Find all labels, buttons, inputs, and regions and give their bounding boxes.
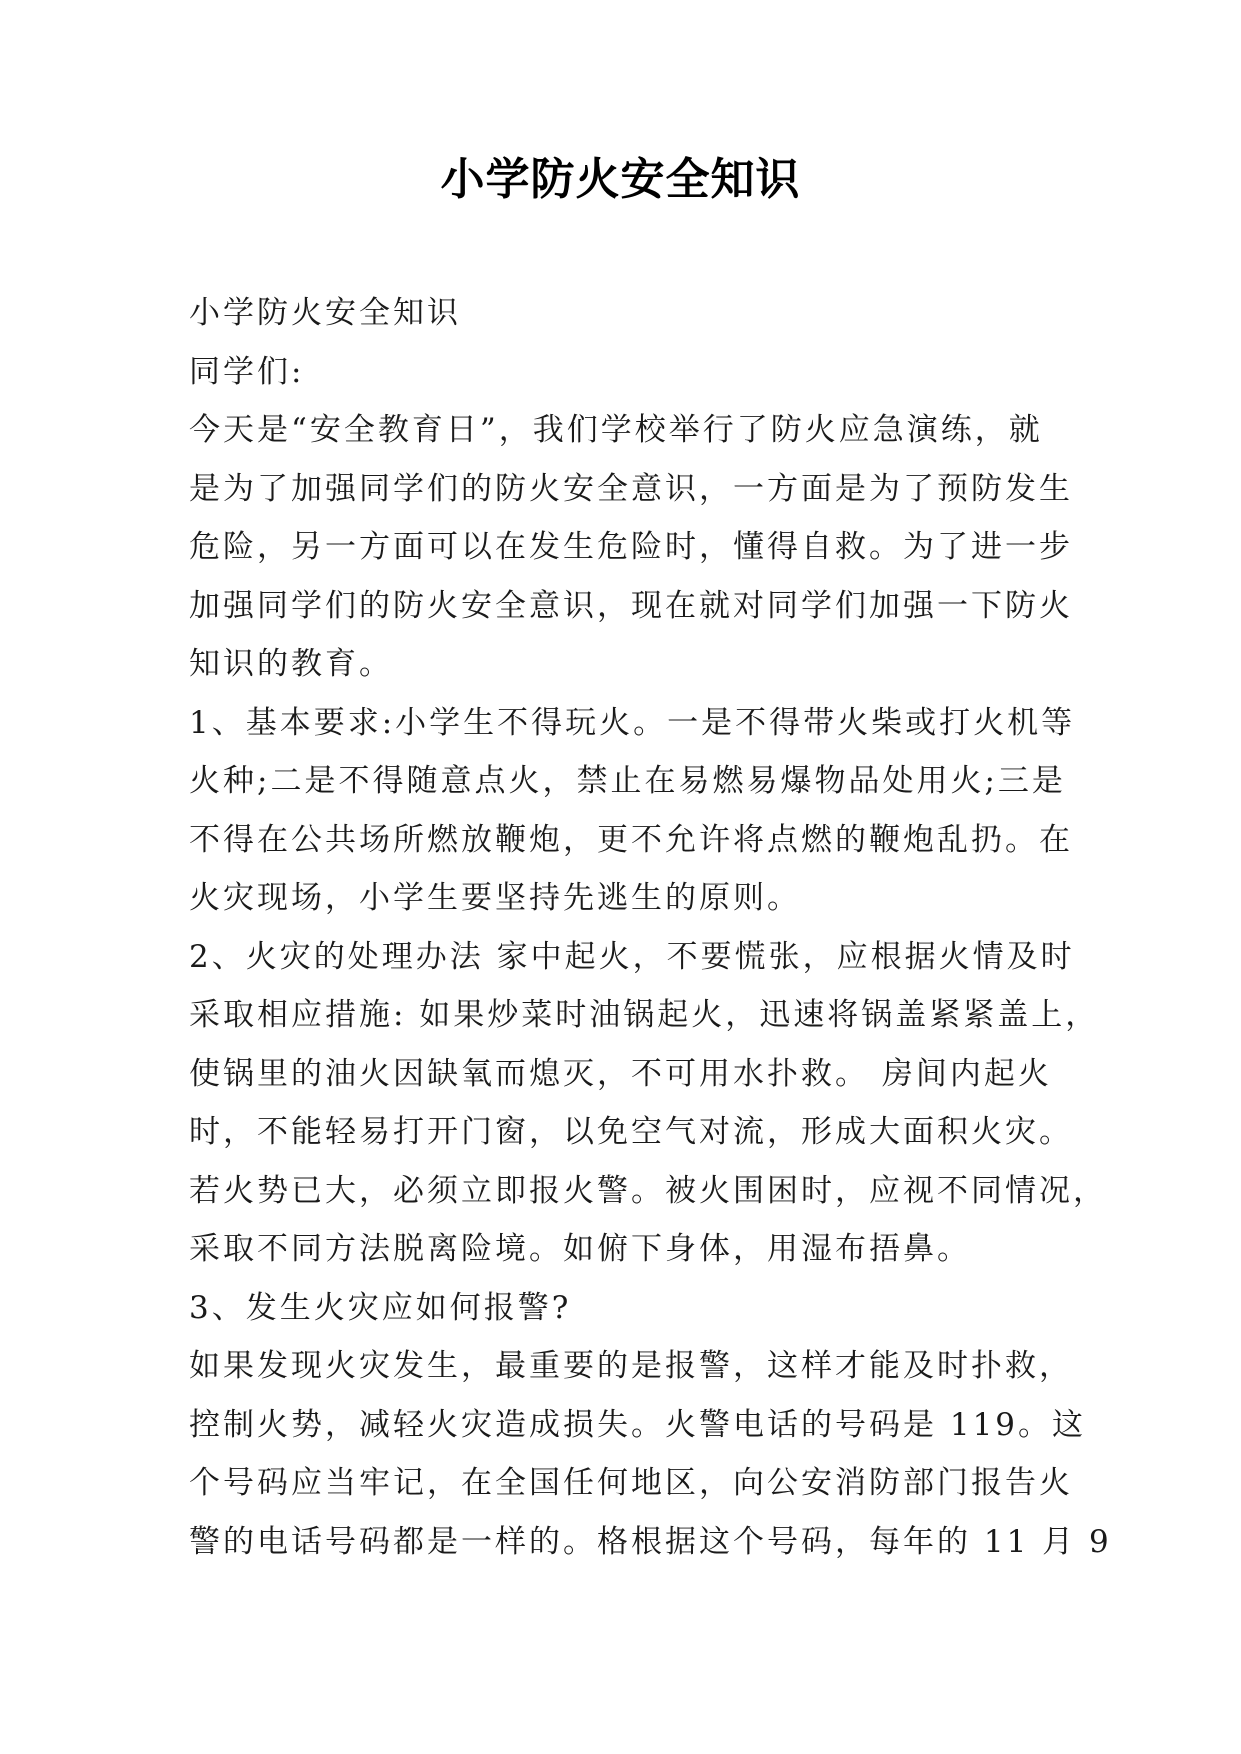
text-line: 控制火势，减轻火灾造成损失。火警电话的号码是 119。这	[189, 1406, 1087, 1443]
text-line: 采取不同方法脱离险境。如俯下身体，用湿布捂鼻。	[189, 1231, 971, 1267]
text-line: 加强同学们的防火安全意识，现在就对同学们加强一下防火	[189, 587, 1073, 624]
text-line: 小学防火安全知识	[189, 295, 461, 331]
text-line: 危险，另一方面可以在发生危险时，懂得自救。为了进一步	[189, 529, 1073, 565]
text-line: 2、火灾的处理办法 家中起火，不要慌张，应根据火情及时	[189, 938, 1075, 975]
text-line: 警的电话号码都是一样的。格根据这个号码，每年的 11 月 9	[189, 1523, 1112, 1560]
document-body	[189, 284, 1112, 1571]
text-line: 今天是“安全教育日”，我们学校举行了防火应急演练，就	[189, 412, 1043, 448]
text-line: 3、发生火灾应如何报警?	[189, 1289, 572, 1326]
text-line: 时，不能轻易打开门窗，以免空气对流，形成大面积火灾。	[189, 1114, 1073, 1150]
text-line: 1、基本要求:小学生不得玩火。一是不得带火柴或打火机等	[189, 704, 1076, 741]
text-line: 火种;二是不得随意点火，禁止在易燃易爆物品处用火;三是	[189, 763, 1066, 799]
text-line: 火灾现场，小学生要坚持先逃生的原则。	[189, 880, 801, 916]
document-title: 小学防火安全知识	[440, 154, 801, 205]
text-line: 同学们:	[189, 353, 305, 390]
text-line: 若火势已大，必须立即报火警。被火围困时，应视不同情况，	[189, 1172, 1107, 1209]
text-line: 是为了加强同学们的防火安全意识，一方面是为了预防发生	[189, 470, 1073, 507]
text-line: 使锅里的油火因缺氧而熄灭，不可用水扑救。 房间内起火	[189, 1055, 1052, 1092]
text-line: 如果发现火灾发生，最重要的是报警，这样才能及时扑救，	[189, 1348, 1073, 1384]
text-line: 采取相应措施: 如果炒菜时油锅起火，迅速将锅盖紧紧盖上，	[189, 997, 1100, 1033]
text-line: 知识的教育。	[189, 646, 393, 682]
text-line: 个号码应当牢记，在全国任何地区，向公安消防部门报告火	[189, 1465, 1073, 1501]
text-line: 不得在公共场所燃放鞭炮，更不允许将点燃的鞭炮乱扔。在	[189, 821, 1073, 858]
